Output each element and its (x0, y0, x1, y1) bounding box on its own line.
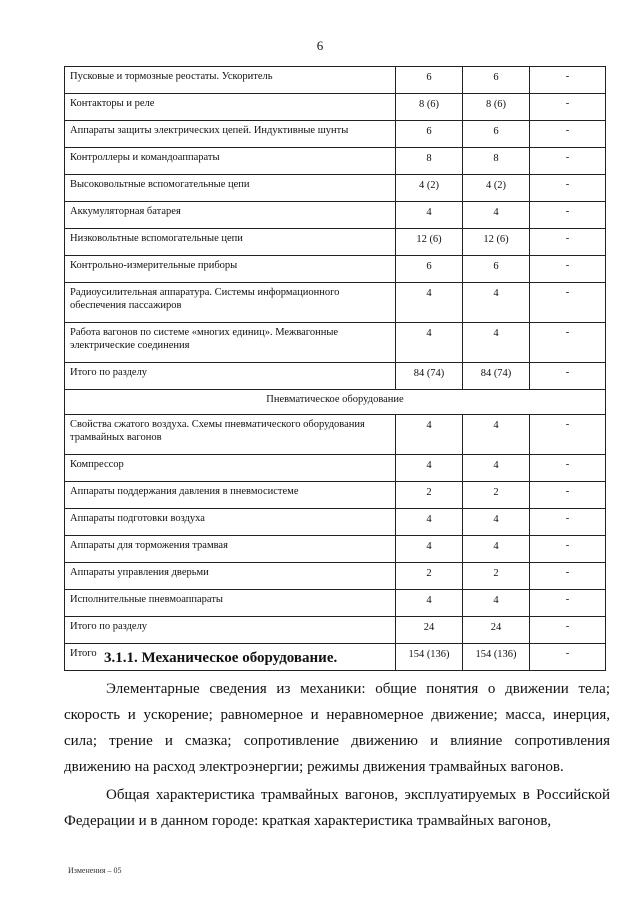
hours-cell: 2 (396, 482, 463, 509)
table-row (65, 563, 606, 590)
topic-cell: Пусковые и тормозные реостаты. Ускоритель (65, 67, 396, 94)
extra-cell: - (530, 455, 606, 482)
hours-cell: 8 (396, 148, 463, 175)
paragraph-text: Общая характеристика трамвайных вагонов, эксплуатируемых в Российской Федерации и в данном городе: краткая характеристика трамвайных вагонов, (64, 787, 610, 829)
hours-cell: 4 (396, 323, 463, 363)
paragraph-text: Элементарные сведения из механики: общие понятия о движении тела; скорость и ускорение; равномерное и неравномерное движение; масса, инерция, сила; трение и смазка; сопротивление движению и влияние сопротивления движению на расход электроэнергии; режимы движения трамвайных вагонов. (64, 681, 610, 775)
table-row (65, 363, 606, 390)
extra-cell: - (530, 536, 606, 563)
topic-cell: Высоковольтные вспомогательные цепи (65, 175, 396, 202)
extra-cell: - (530, 67, 606, 94)
hours-cell: 8 (6) (396, 94, 463, 121)
topic-cell: Работа вагонов по системе «многих единиц». Межвагонные электрические соединения (65, 323, 396, 363)
table-row (65, 617, 606, 644)
hours-cell: 4 (463, 283, 530, 323)
hours-cell: 4 (2) (463, 175, 530, 202)
hours-cell: 6 (396, 67, 463, 94)
extra-cell: - (530, 644, 606, 671)
extra-cell: - (530, 363, 606, 390)
hours-cell: 4 (463, 202, 530, 229)
extra-cell: - (530, 323, 606, 363)
extra-cell: - (530, 148, 606, 175)
table-row (65, 175, 606, 202)
hours-cell: 4 (463, 590, 530, 617)
table-row (65, 229, 606, 256)
hours-cell: 24 (396, 617, 463, 644)
topic-cell: Итого (65, 644, 396, 671)
topic-cell: Аппараты подготовки воздуха (65, 509, 396, 536)
hours-cell: 6 (463, 121, 530, 148)
topic-cell: Аппараты для торможения трамвая (65, 536, 396, 563)
topic-cell: Итого по разделу (65, 617, 396, 644)
table-row (65, 482, 606, 509)
section-title: Пневматическое оборудование (65, 390, 606, 415)
curriculum-hours-table (64, 66, 606, 671)
hours-cell: 4 (396, 536, 463, 563)
page-number: 6 (316, 38, 324, 53)
table-row (65, 455, 606, 482)
topic-cell: Низковольтные вспомогательные цепи (65, 229, 396, 256)
table-row (65, 121, 606, 148)
extra-cell: - (530, 415, 606, 455)
table-row (65, 283, 606, 323)
hours-cell: 4 (463, 509, 530, 536)
extra-cell: - (530, 94, 606, 121)
hours-cell: 8 (6) (463, 94, 530, 121)
table-row (65, 94, 606, 121)
hours-cell: 8 (463, 148, 530, 175)
hours-cell: 4 (396, 283, 463, 323)
section-heading: 3.1.1. Механическое оборудование. (104, 650, 338, 666)
hours-cell: 154 (136) (396, 644, 463, 671)
table-body (65, 67, 606, 671)
hours-cell: 6 (396, 121, 463, 148)
hours-cell: 154 (136) (463, 644, 530, 671)
table-row (65, 202, 606, 229)
hours-cell: 4 (396, 455, 463, 482)
topic-cell: Аппараты управления дверьми (65, 563, 396, 590)
footer-revision: Изменения – 05 (68, 866, 122, 875)
topic-cell: Аккумуляторная батарея (65, 202, 396, 229)
topic-cell: Компрессор (65, 455, 396, 482)
topic-cell: Аппараты поддержания давления в пневмосистеме (65, 482, 396, 509)
extra-cell: - (530, 229, 606, 256)
hours-cell: 4 (463, 415, 530, 455)
extra-cell: - (530, 121, 606, 148)
paragraph-mechanics (64, 676, 610, 780)
table-row (65, 323, 606, 363)
hours-cell: 84 (74) (463, 363, 530, 390)
extra-cell: - (530, 256, 606, 283)
hours-cell: 4 (2) (396, 175, 463, 202)
table-section-row (65, 390, 606, 415)
topic-cell: Итого по разделу (65, 363, 396, 390)
hours-cell: 4 (396, 590, 463, 617)
table-row (65, 536, 606, 563)
extra-cell: - (530, 202, 606, 229)
topic-cell: Аппараты защиты электрических цепей. Индуктивные шунты (65, 121, 396, 148)
hours-cell: 6 (396, 256, 463, 283)
hours-cell: 2 (463, 563, 530, 590)
table-row (65, 67, 606, 94)
table-row (65, 148, 606, 175)
paragraph-tram-characteristics (64, 782, 610, 834)
extra-cell: - (530, 509, 606, 536)
extra-cell: - (530, 617, 606, 644)
hours-cell: 4 (463, 323, 530, 363)
hours-cell: 4 (396, 509, 463, 536)
extra-cell: - (530, 482, 606, 509)
hours-cell: 12 (6) (396, 229, 463, 256)
extra-cell: - (530, 175, 606, 202)
hours-cell: 2 (396, 563, 463, 590)
hours-cell: 84 (74) (396, 363, 463, 390)
hours-cell: 4 (396, 415, 463, 455)
topic-cell: Свойства сжатого воздуха. Схемы пневматического оборудования трамвайных вагонов (65, 415, 396, 455)
topic-cell: Радиоусилительная аппаратура. Системы информационного обеспечения пассажиров (65, 283, 396, 323)
hours-cell: 4 (463, 455, 530, 482)
extra-cell: - (530, 283, 606, 323)
hours-cell: 24 (463, 617, 530, 644)
topic-cell: Контакторы и реле (65, 94, 396, 121)
topic-cell: Исполнительные пневмоаппараты (65, 590, 396, 617)
hours-cell: 12 (6) (463, 229, 530, 256)
table-row (65, 509, 606, 536)
table-row (65, 256, 606, 283)
topic-cell: Контроллеры и командоаппараты (65, 148, 396, 175)
table-row (65, 590, 606, 617)
extra-cell: - (530, 590, 606, 617)
hours-cell: 2 (463, 482, 530, 509)
hours-cell: 6 (463, 67, 530, 94)
table-row (65, 415, 606, 455)
hours-cell: 4 (396, 202, 463, 229)
hours-cell: 6 (463, 256, 530, 283)
extra-cell: - (530, 563, 606, 590)
topic-cell: Контрольно-измерительные приборы (65, 256, 396, 283)
hours-cell: 4 (463, 536, 530, 563)
